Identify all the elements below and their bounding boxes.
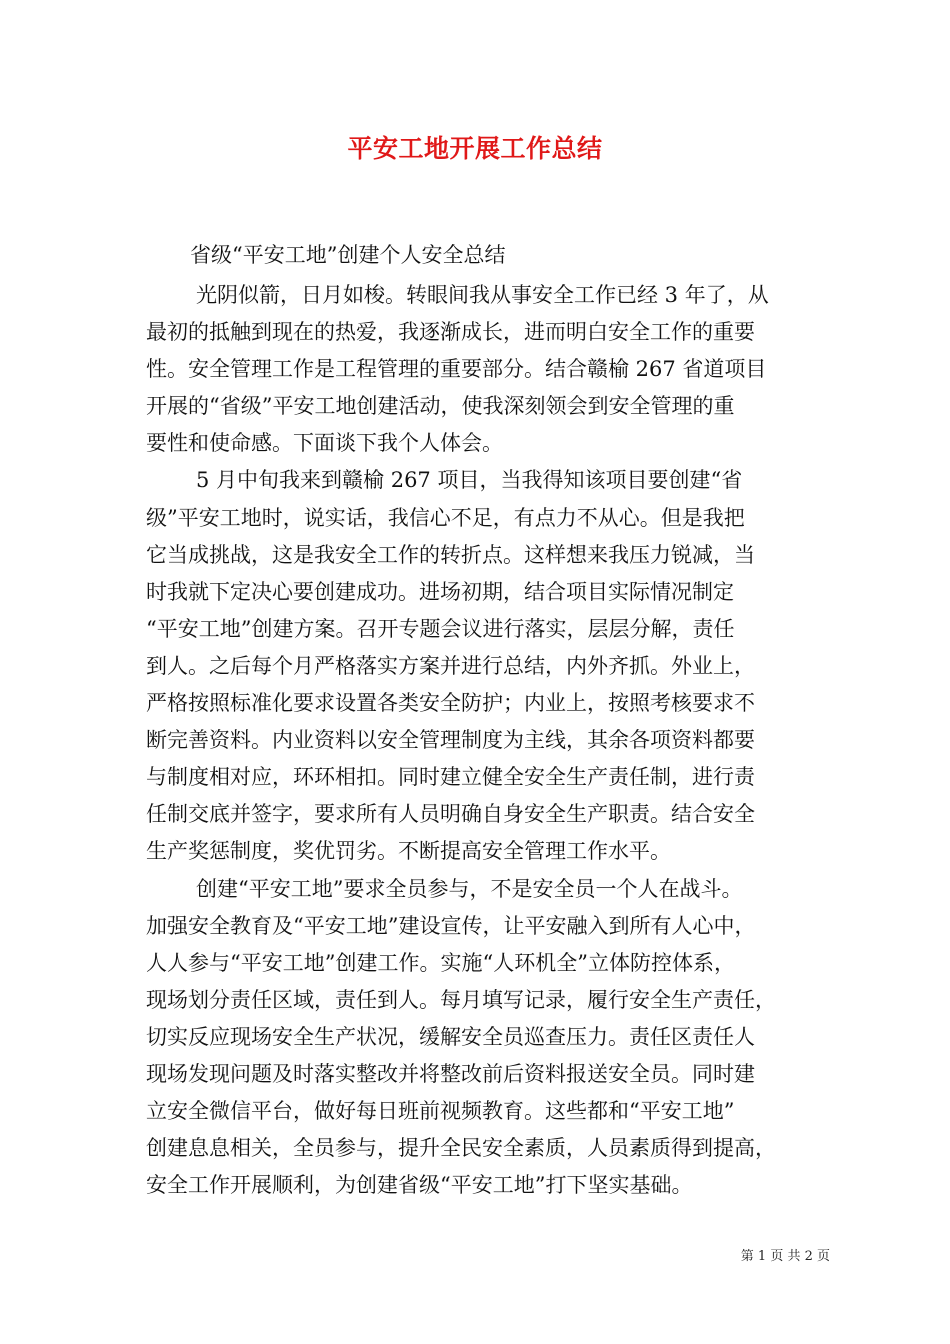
text-line: 创建“平安工地”要求全员参与，不是安全员一个人在战斗。 xyxy=(196,876,743,901)
text-line: 任制交底并签字，要求所有人员明确自身安全生产职责。结合安全 xyxy=(146,802,755,827)
text-line: 严格按照标准化要求设置各类安全防护；内业上，按照考核要求不 xyxy=(146,691,755,716)
text-line: 生产奖惩制度，奖优罚劣。不断提高安全管理工作水平。 xyxy=(146,839,671,864)
paragraph-2 xyxy=(146,462,806,870)
document-title: 平安工地开展工作总结 xyxy=(347,134,603,163)
page-number-footer: 第 1 页 共 2 页 xyxy=(740,1249,830,1264)
paragraph-1 xyxy=(146,277,806,462)
text-line: 加强安全教育及“平安工地”建设宣传，让平安融入到所有人心中， xyxy=(146,913,756,938)
text-line: 断完善资料。内业资料以安全管理制度为主线，其余各项资料都要 xyxy=(146,728,755,753)
text-line: 时我就下定决心要创建成功。进场初期，结合项目实际情况制定 xyxy=(146,579,734,604)
text-line: 人人参与“平安工地”创建工作。实施“人环机全”立体防控体系， xyxy=(146,950,735,975)
text-line: 开展的“省级”平安工地创建活动，使我深刻领会到安全管理的重 xyxy=(146,394,735,419)
text-line: 切实反应现场安全生产状况，缓解安全员巡查压力。责任区责任人 xyxy=(146,1024,755,1049)
text-line: 光阴似箭，日月如梭。转眼间我从事安全工作已经 3 年了，从 xyxy=(196,283,769,307)
text-line: 性。安全管理工作是工程管理的重要部分。结合赣榆 267 省道项目 xyxy=(146,357,767,382)
text-line: 与制度相对应，环环相扣。同时建立健全安全生产责任制，进行责 xyxy=(146,765,755,790)
text-line: 5 月中旬我来到赣榆 267 项目，当我得知该项目要创建“省 xyxy=(196,468,743,493)
paragraph-3 xyxy=(146,871,806,1205)
text-line: 现场划分责任区域，责任到人。每月填写记录，履行安全生产责任， xyxy=(146,987,776,1012)
text-line: 安全工作开展顺利，为创建省级“平安工地”打下坚实基础。 xyxy=(146,1173,693,1198)
text-line: 要性和使命感。下面谈下我个人体会。 xyxy=(146,431,503,456)
text-line: 到人。之后每个月严格落实方案并进行总结，内外齐抓。外业上， xyxy=(146,653,755,678)
text-line: 现场发现问题及时落实整改并将整改前后资料报送安全员。同时建 xyxy=(146,1061,755,1086)
text-line: 立安全微信平台，做好每日班前视频教育。这些都和“平安工地” xyxy=(146,1099,735,1124)
text-line: “平安工地”创建方案。召开专题会议进行落实，层层分解，责任 xyxy=(146,616,735,641)
text-line: 创建息息相关，全员参与，提升全民安全素质，人员素质得到提高， xyxy=(146,1136,776,1161)
text-line: 最初的抵触到现在的热爱，我逐渐成长，进而明白安全工作的重要 xyxy=(146,320,755,345)
text-line: 它当成挑战，这是我安全工作的转折点。这样想来我压力锐减，当 xyxy=(146,542,755,567)
document-subtitle: 省级“平安工地”创建个人安全总结 xyxy=(190,243,506,267)
document-body xyxy=(146,277,806,1204)
text-line: 级”平安工地时，说实话，我信心不足，有点力不从心。但是我把 xyxy=(146,505,745,530)
